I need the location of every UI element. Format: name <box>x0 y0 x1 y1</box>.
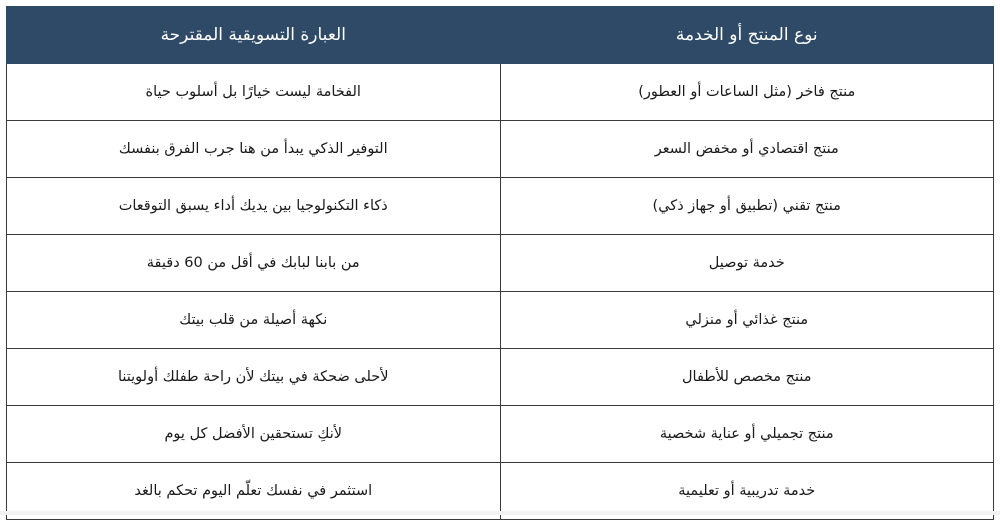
header-product-type: نوع المنتج أو الخدمة <box>500 7 994 64</box>
table-row <box>7 349 994 406</box>
slogans-table <box>6 6 994 520</box>
slogan-cell: لأنكِ تستحقين الأفضل كل يوم <box>7 406 501 463</box>
slogan-cell: التوفير الذكي يبدأ من هنا جرب الفرق بنفسك <box>7 121 501 178</box>
product-cell: منتج فاخر (مثل الساعات أو العطور) <box>500 64 994 121</box>
table-header-row <box>7 7 994 64</box>
product-cell: منتج تقني (تطبيق أو جهاز ذكي) <box>500 178 994 235</box>
product-cell: منتج تجميلي أو عناية شخصية <box>500 406 994 463</box>
slogan-cell: نكهة أصيلة من قلب بيتك <box>7 292 501 349</box>
product-cell: خدمة تدريبية أو تعليمية <box>500 463 994 520</box>
table-row <box>7 235 994 292</box>
slogan-cell: الفخامة ليست خيارًا بل أسلوب حياة <box>7 64 501 121</box>
table-row <box>7 406 994 463</box>
table-row <box>7 292 994 349</box>
slogan-cell: ذكاء التكنولوجيا بين يديك أداء يسبق التوقعات <box>7 178 501 235</box>
slogans-table-container <box>6 6 994 520</box>
slogan-cell: من بابنا لبابك في أقل من 60 دقيقة <box>7 235 501 292</box>
bottom-strip <box>0 511 1000 515</box>
table-row <box>7 64 994 121</box>
product-cell: منتج مخصص للأطفال <box>500 349 994 406</box>
product-cell: منتج اقتصادي أو مخفض السعر <box>500 121 994 178</box>
product-cell: منتج غذائي أو منزلي <box>500 292 994 349</box>
table-row <box>7 121 994 178</box>
slogan-cell: لأحلى ضحكة في بيتك لأن راحة طفلك أولويتنا <box>7 349 501 406</box>
product-cell: خدمة توصيل <box>500 235 994 292</box>
slogan-cell: استثمر في نفسك تعلّم اليوم تحكم بالغد <box>7 463 501 520</box>
table-row <box>7 178 994 235</box>
header-marketing-slogan: العبارة التسويقية المقترحة <box>7 7 501 64</box>
